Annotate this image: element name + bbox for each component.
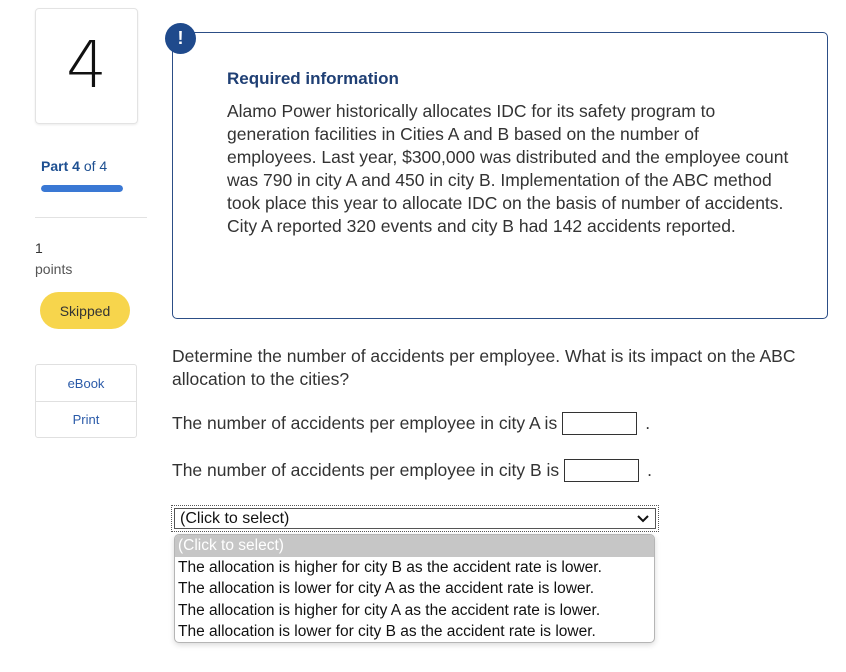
resource-links [35,364,137,438]
dropdown-option[interactable]: The allocation is lower for city B as the accident rate is lower. [178,623,596,640]
answer-b-label: The number of accidents per employee in city B is [172,460,560,480]
part-word: Part [41,158,69,174]
print-link[interactable]: Print [36,401,136,437]
answer-a-label: The number of accidents per employee in city A is [172,413,558,433]
part-current: 4 [72,158,80,174]
allocation-select[interactable] [174,508,656,529]
sidebar-divider [35,217,147,218]
question-number-card [35,8,138,124]
chevron-down-icon [636,512,650,526]
dropdown-option[interactable]: The allocation is lower for city A as the accident rate is lower. [178,580,595,597]
part-indicator [41,158,107,174]
status-badge: Skipped [40,292,130,329]
answer-b-period: . [647,460,653,480]
dropdown-option[interactable]: (Click to select) [175,535,654,557]
answer-b-input[interactable] [564,459,639,482]
required-information-panel [172,32,828,319]
allocation-select-focus-ring [171,505,659,532]
part-progress-fill [41,185,123,192]
dropdown-option[interactable]: The allocation is higher for city A as the accident rate is lower. [178,601,601,619]
answer-a-input[interactable] [562,412,637,435]
dropdown-option[interactable]: The allocation is higher for city B as the accident rate is lower. [178,558,602,576]
answer-line-b [172,459,652,482]
question-number: 4 [66,29,107,103]
info-body: Alamo Power historically allocates IDC for its safety program to generation facilities in Cities A and B based on the number of employees. Last year, $300,000 was distributed and the employee count was 790 in city A and 450 in city B. Implementation of the ABC method took place this year to allocate IDC on the basis of number of accidents. City A reported 320 events and city B had 142 accidents reported. [227,101,789,236]
allocation-dropdown-list [174,534,655,643]
question-prompt: Determine the number of accidents per employee. What is its impact on the ABC allocation to the cities? [172,346,796,389]
part-total: of 4 [83,158,108,174]
answer-line-a [172,412,650,435]
points-value: 1 [35,240,43,256]
points-label: points [35,261,73,277]
ebook-link[interactable]: eBook [67,375,105,391]
answer-a-period: . [645,413,651,433]
info-title: Required information [227,69,399,88]
part-progress-bar [41,185,123,192]
allocation-select-value: (Click to select) [180,509,290,527]
alert-icon: ! [165,23,196,54]
